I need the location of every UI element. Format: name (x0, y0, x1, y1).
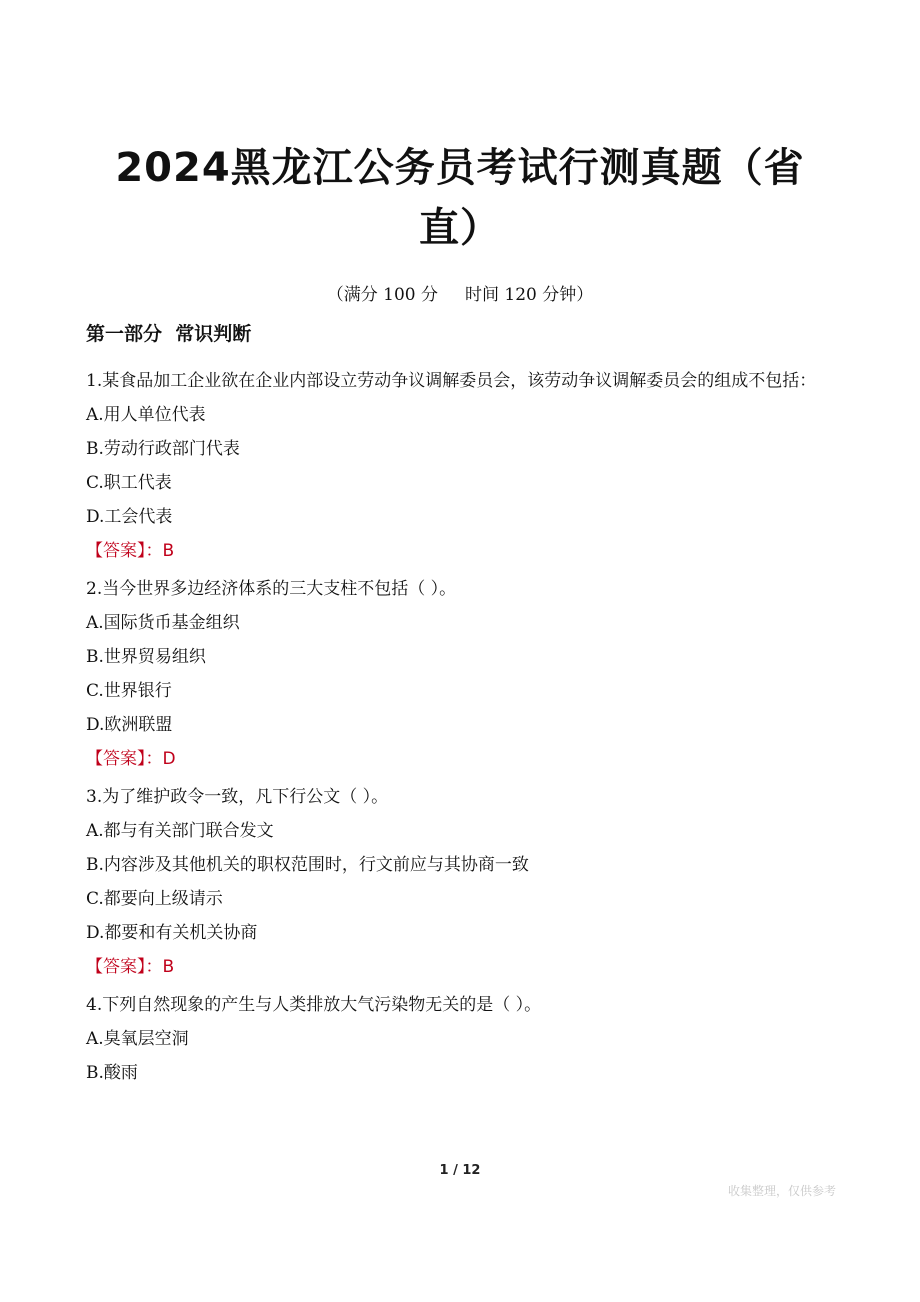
question-stem: 2.当今世界多边经济体系的三大支柱不包括（ ）。 (86, 579, 457, 599)
question-option: B.世界贸易组织 (86, 647, 206, 667)
title-line-1: 2024黑龙江公务员考试行测真题（省 (115, 145, 805, 191)
question-block (86, 780, 840, 984)
question-option: A.国际货币基金组织 (86, 613, 240, 633)
question-option: B.劳动行政部门代表 (86, 439, 240, 459)
answer-line (86, 534, 840, 568)
question-stem: 1.某食品加工企业欲在企业内部设立劳动争议调解委员会，该劳动争议调解委员会的组成不包括： (86, 371, 817, 391)
exam-info: （满分 100 分 时间 120 分钟） (326, 285, 594, 305)
question-stem: 4.下列自然现象的产生与人类排放大气污染物无关的是（ ）。 (86, 995, 542, 1015)
footer-note: 收集整理，仅供参考 (727, 1184, 836, 1198)
question-option: C.都要向上级请示 (86, 889, 223, 909)
answer-line (86, 950, 840, 984)
question-option: B.内容涉及其他机关的职权范围时，行文前应与其协商一致 (86, 855, 529, 875)
page-number: 1 / 12 (439, 1163, 481, 1178)
question-option: A.臭氧层空洞 (86, 1029, 189, 1049)
question-list (86, 364, 840, 1090)
section-title: 第一部分 常识判断 (86, 323, 252, 345)
answer-label: 【答案】： (86, 749, 163, 769)
document-title (85, 138, 835, 258)
question-option: D.工会代表 (86, 507, 173, 527)
answer-label: 【答案】： (86, 541, 163, 561)
question-stem: 3.为了维护政令一致，凡下行公文（ ）。 (86, 787, 389, 807)
title-line-2: 直） (419, 205, 501, 251)
question-option: D.都要和有关机关协商 (86, 923, 258, 943)
answer-line (86, 742, 840, 776)
question-block (86, 364, 840, 568)
question-block (86, 572, 840, 776)
question-option: C.世界银行 (86, 681, 172, 701)
question-option: A.都与有关部门联合发文 (86, 821, 274, 841)
answer-value: D (162, 749, 176, 769)
question-option: B.酸雨 (86, 1063, 138, 1083)
answer-value: B (162, 957, 175, 977)
question-option: A.用人单位代表 (86, 405, 206, 425)
answer-value: B (162, 541, 175, 561)
question-block (86, 988, 840, 1090)
question-option: D.欧洲联盟 (86, 715, 173, 735)
answer-label: 【答案】： (86, 957, 163, 977)
question-option: C.职工代表 (86, 473, 172, 493)
